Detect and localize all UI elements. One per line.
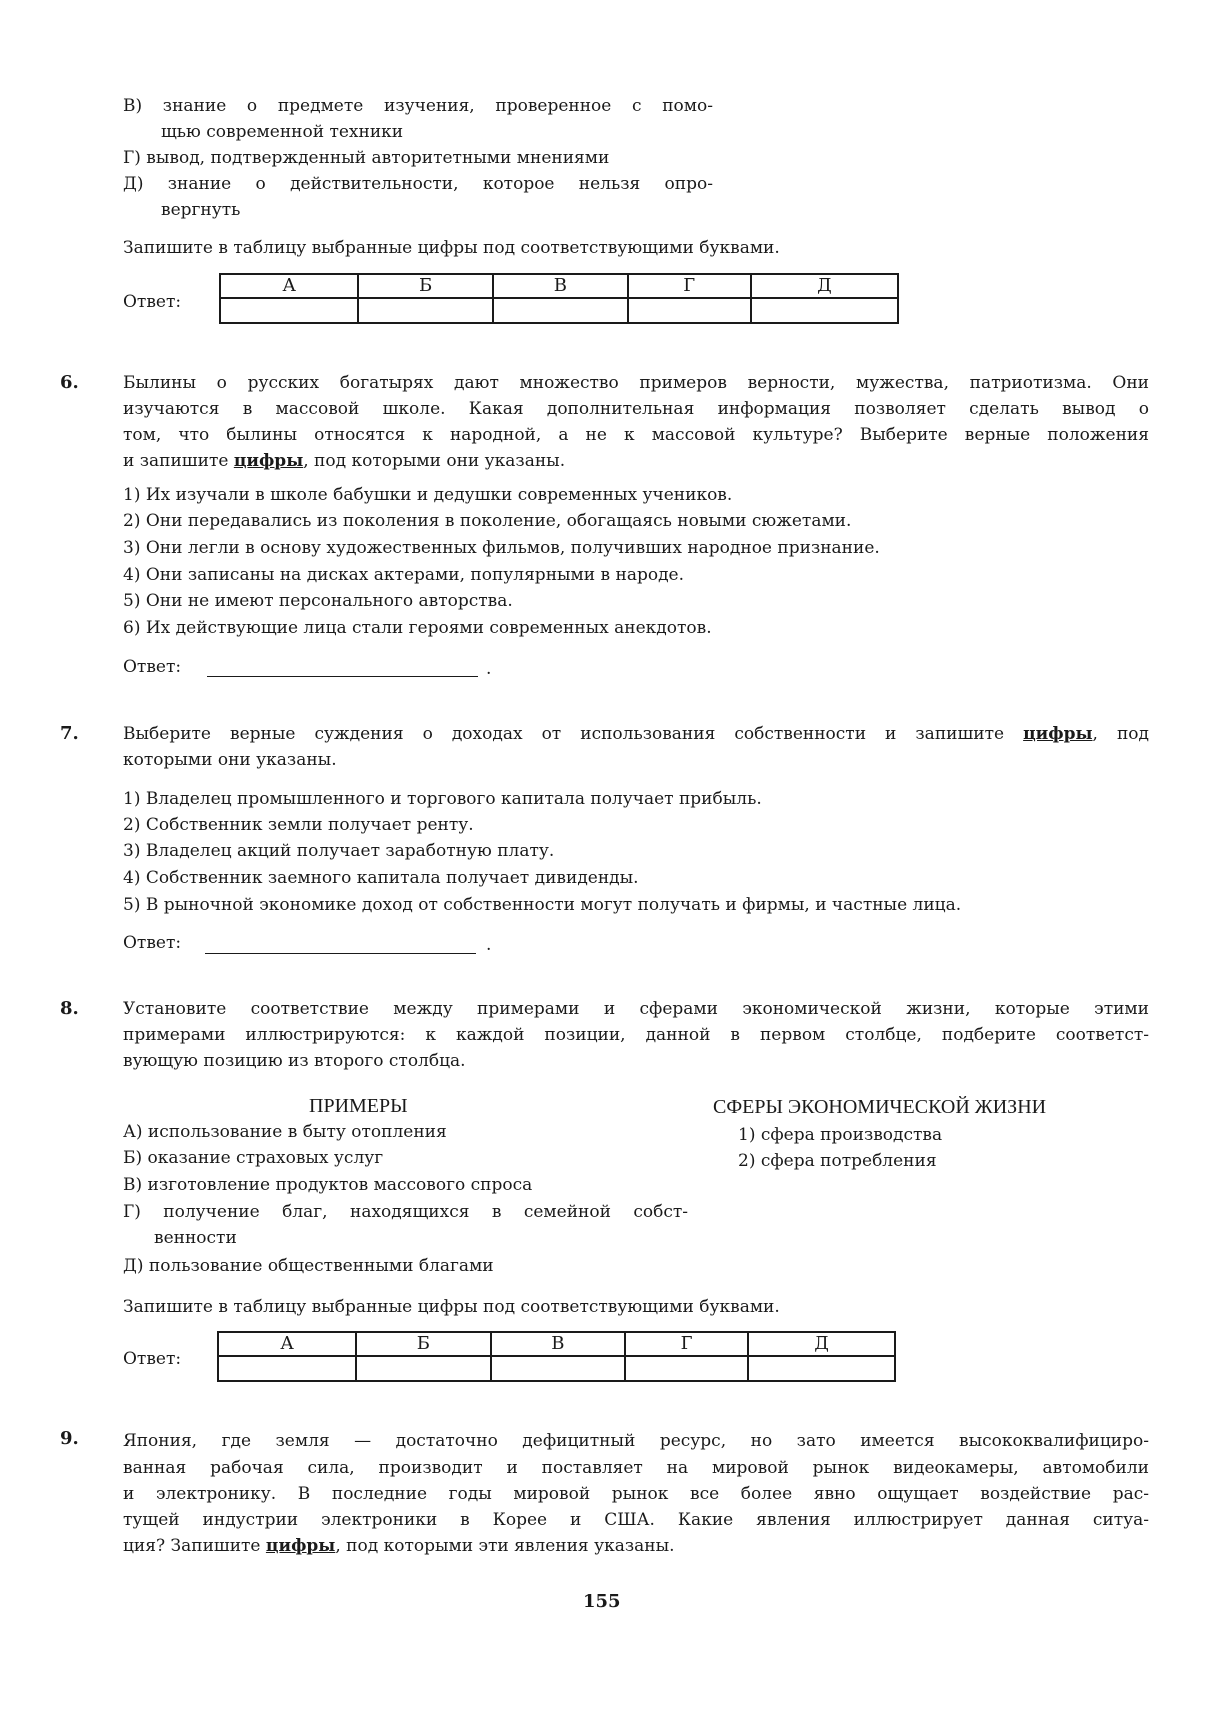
q6-text-line2: изучаются в массовой школе. Какая дополнительная информация позволяет сделать вывод о <box>123 399 1149 419</box>
q7-text-line2: которыми они указаны. <box>123 750 337 770</box>
q8-right-heading: СФЕРЫ ЭКОНОМИЧЕСКОЙ ЖИЗНИ <box>713 1096 1047 1118</box>
q8-sphere-1: 1) сфера производства <box>738 1125 943 1145</box>
q5-option-g: Г) вывод, подтвержденный авторитетными мнениями <box>123 148 610 168</box>
q8-example-b: Б) оказание страховых услуг <box>123 1148 384 1168</box>
q9-text-line4: тущей индустрии электроники в Корее и США. Какие явления иллюстрирует данная ситуа- <box>123 1510 1149 1530</box>
q5-col-a: А <box>220 274 358 298</box>
q8-answer-cell[interactable] <box>748 1356 895 1381</box>
q5-answer-cell[interactable] <box>358 298 493 323</box>
q9-emphasis: цифры <box>265 1536 336 1556</box>
q8-left-heading: ПРИМЕРЫ <box>309 1095 408 1117</box>
q8-col-g: Г <box>625 1332 748 1356</box>
q8-instruction: Запишите в таблицу выбранные цифры под соответствующими буквами. <box>123 1297 780 1317</box>
q8-example-v: В) изготовление продуктов массового спроса <box>123 1175 533 1195</box>
q6-answer-field[interactable] <box>207 676 478 677</box>
q8-col-d: Д <box>748 1332 895 1356</box>
q5-answer-cell[interactable] <box>628 298 751 323</box>
q5-answer-cell[interactable] <box>220 298 358 323</box>
q6-option-5: 5) Они не имеют персонального авторства. <box>123 591 513 611</box>
q6-answer-end: . <box>486 659 492 679</box>
q8-col-v: В <box>491 1332 626 1356</box>
q8-number: 8. <box>60 998 79 1019</box>
q6-emphasis: цифры <box>233 451 304 471</box>
q8-answer-cell[interactable] <box>491 1356 626 1381</box>
q8-answer-cell[interactable] <box>218 1356 356 1381</box>
q5-col-b: Б <box>358 274 493 298</box>
q9-text-line5: ция? Запишите цифры, под которыми эти явления указаны. <box>123 1536 675 1556</box>
q9-text-line2: ванная рабочая сила, производит и поставляет на мировой рынок видеокамеры, автомобили <box>123 1458 1149 1478</box>
q8-example-a: А) использование в быту отопления <box>123 1122 447 1142</box>
q6-number: 6. <box>60 372 79 393</box>
q6-option-4: 4) Они записаны на дисках актерами, популярными в народе. <box>123 565 684 585</box>
q8-col-a: А <box>218 1332 356 1356</box>
q6-text-line1: Былины о русских богатырях дают множество примеров верности, мужества, патриотизма. Они <box>123 373 1149 393</box>
q8-col-b: Б <box>356 1332 491 1356</box>
page-number: 155 <box>583 1591 621 1612</box>
q7-answer-end: . <box>486 935 492 955</box>
q7-emphasis: цифры <box>1023 724 1093 744</box>
q8-answer-label: Ответ: <box>123 1349 182 1369</box>
q5-answer-label: Ответ: <box>123 292 182 312</box>
q9-text-line1: Япония, где земля — достаточно дефицитный ресурс, но зато имеется высококвалифициро- <box>123 1431 1149 1451</box>
q8-example-g-line2: венности <box>154 1228 237 1248</box>
q5-col-v: В <box>493 274 628 298</box>
q5-option-d-line1: Д) знание о действительности, которое нельзя опро- <box>123 174 713 194</box>
q8-text-line2: примерами иллюстрируются: к каждой позиции, данной в первом столбце, подберите соответст- <box>123 1025 1149 1045</box>
q5-answer-cell[interactable] <box>751 298 898 323</box>
q8-answer-cell[interactable] <box>625 1356 748 1381</box>
q8-text-line1: Установите соответствие между примерами и сферами экономической жизни, которые этими <box>123 999 1149 1019</box>
q6-option-1: 1) Их изучали в школе бабушки и дедушки современных учеников. <box>123 485 733 505</box>
q9-text-line3: и электронику. В последние годы мировой рынок все более явно ощущает воздействие рас- <box>123 1484 1149 1504</box>
q6-option-2: 2) Они передавались из поколения в поколение, обогащаясь новыми сюжетами. <box>123 511 852 531</box>
q7-option-2: 2) Собственник земли получает ренту. <box>123 815 474 835</box>
q8-answer-table <box>217 1331 896 1382</box>
q7-option-5: 5) В рыночной экономике доход от собственности могут получать и фирмы, и частные лица. <box>123 895 962 915</box>
q8-example-g-line1: Г) получение благ, находящихся в семейной собст- <box>123 1202 688 1222</box>
q6-option-6: 6) Их действующие лица стали героями современных анекдотов. <box>123 618 712 638</box>
q6-text-line3: том, что былины относятся к народной, а не к массовой культуре? Выберите верные положения <box>123 425 1149 445</box>
q7-option-1: 1) Владелец промышленного и торгового капитала получает прибыль. <box>123 789 762 809</box>
q5-option-v-line2: щью современной техники <box>161 122 404 142</box>
q5-answer-cell[interactable] <box>493 298 628 323</box>
q7-answer-label: Ответ: <box>123 933 182 953</box>
q5-option-d-line2: вергнуть <box>161 200 241 220</box>
q5-col-d: Д <box>751 274 898 298</box>
q6-text-line4: и запишите цифры, под которыми они указаны. <box>123 451 566 471</box>
q6-answer-label: Ответ: <box>123 657 182 677</box>
q9-number: 9. <box>60 1428 79 1449</box>
q8-answer-cell[interactable] <box>356 1356 491 1381</box>
q7-answer-field[interactable] <box>205 953 476 954</box>
q5-option-v-line1: В) знание о предмете изучения, проверенное с помо- <box>123 96 713 116</box>
q6-option-3: 3) Они легли в основу художественных фильмов, получивших народное признание. <box>123 538 880 558</box>
q7-number: 7. <box>60 723 79 744</box>
q5-instruction: Запишите в таблицу выбранные цифры под соответствующими буквами. <box>123 238 780 258</box>
q5-answer-table <box>219 273 899 324</box>
q7-option-4: 4) Собственник заемного капитала получает дивиденды. <box>123 868 639 888</box>
q5-col-g: Г <box>628 274 751 298</box>
q7-option-3: 3) Владелец акций получает заработную плату. <box>123 841 555 861</box>
q7-text-line1: Выберите верные суждения о доходах от использования собственности и запишите цифры, под <box>123 724 1150 744</box>
q8-sphere-2: 2) сфера потребления <box>738 1151 937 1171</box>
q8-example-d: Д) пользование общественными благами <box>123 1256 494 1276</box>
q8-text-line3: вующую позицию из второго столбца. <box>123 1051 466 1071</box>
